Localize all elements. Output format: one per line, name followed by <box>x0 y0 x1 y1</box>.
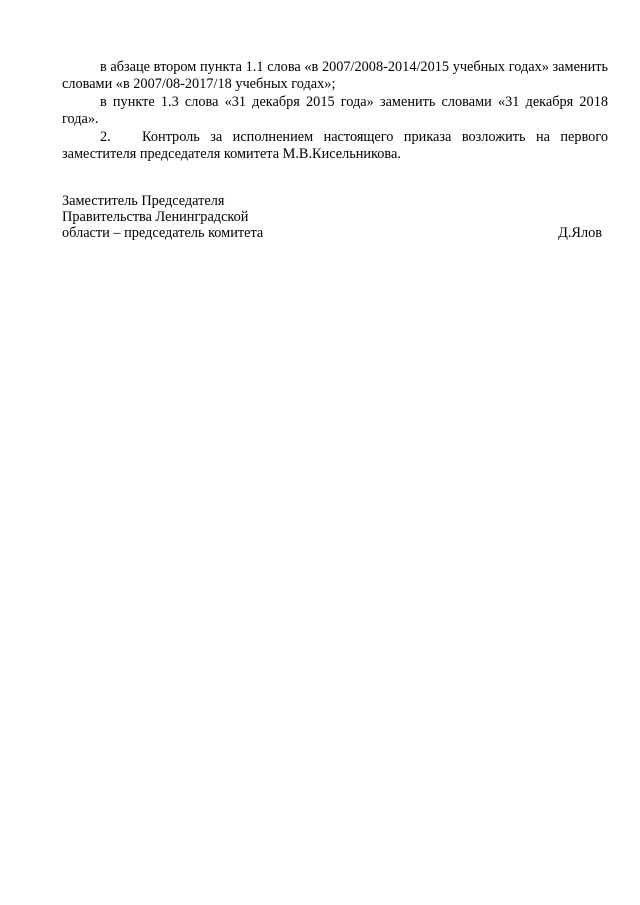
paragraph-amendment-1-3: в пункте 1.3 слова «31 декабря 2015 года» заменить словами «31 декабря 2018 года». <box>62 93 608 128</box>
item-number: 2. <box>100 128 111 145</box>
signature-title-line-1: Заместитель Председателя <box>62 193 225 209</box>
signature-title-line-3: области – председатель комитета <box>62 225 264 242</box>
document-body <box>62 59 608 163</box>
signature-last-row <box>62 225 608 241</box>
paragraph-amendment-1-1: в абзаце втором пункта 1.1 слова «в 2007/2008-2014/2015 учебных годах» заменить словами «в 2007/08-2017/18 учебных годах»; <box>62 59 608 93</box>
signature-block <box>62 193 608 242</box>
signatory-name: Д.Ялов <box>558 225 602 242</box>
signature-title-line-2: Правительства Ленинградской <box>62 209 249 226</box>
item-text: Контроль за исполнением настоящего приказа возложить на первого заместителя председателя комитета М.В.Кисельникова. <box>62 128 608 163</box>
paragraph-item-2 <box>62 129 608 164</box>
